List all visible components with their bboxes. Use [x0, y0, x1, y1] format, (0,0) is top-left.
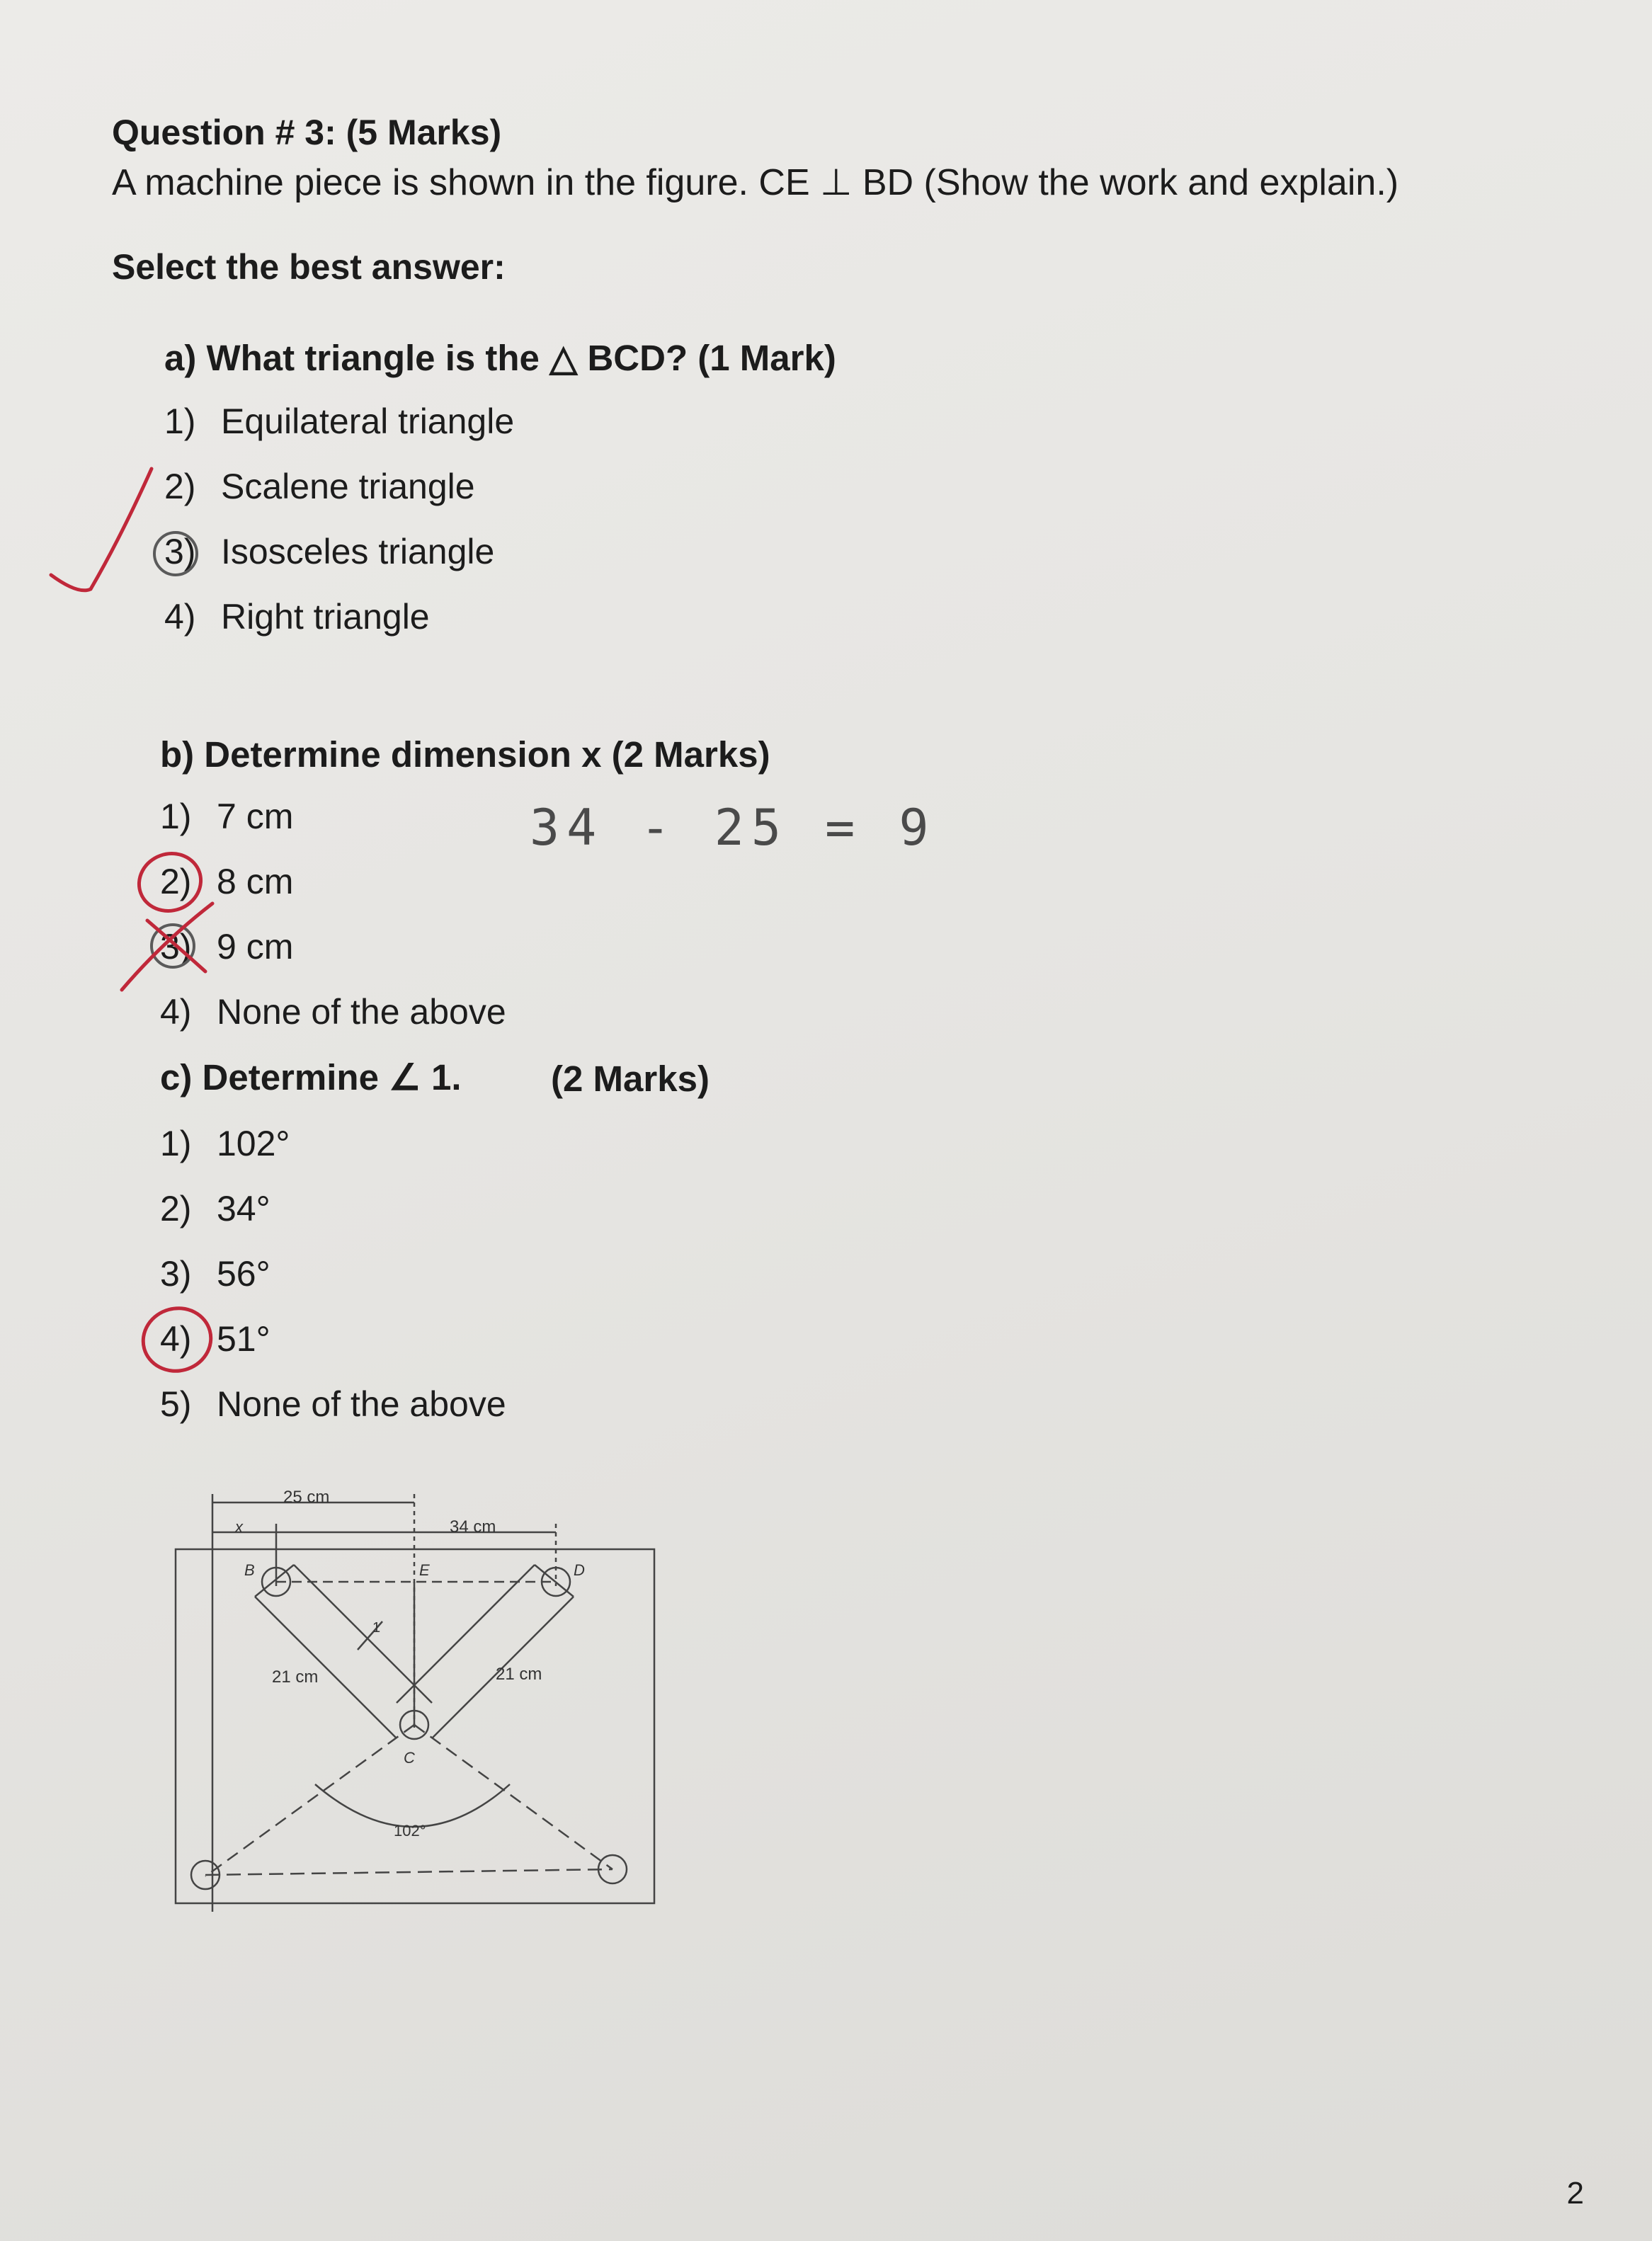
label-c: C: [404, 1749, 415, 1767]
dim-x: x: [235, 1518, 243, 1536]
label-e: E: [419, 1561, 430, 1579]
option-number: 2): [160, 862, 192, 901]
label-b: B: [244, 1561, 255, 1579]
option-number: 1): [160, 1124, 192, 1163]
side-left: 21 cm: [272, 1667, 319, 1687]
option-text: Equilateral triangle: [221, 401, 515, 441]
circle-mark-icon: [154, 532, 197, 575]
label-angle-1: 1: [372, 1620, 381, 1636]
option-text: 7 cm: [217, 797, 294, 836]
option-text: 9 cm: [217, 927, 294, 966]
option-number: 3): [160, 1254, 192, 1294]
label-d: D: [574, 1561, 585, 1579]
option-text: 51°: [217, 1319, 270, 1359]
option-text: Right triangle: [221, 597, 430, 637]
part-c-prompt: c) Determine ∠ 1.: [160, 1057, 462, 1097]
question-title: Question # 3: (5 Marks): [112, 113, 502, 152]
option-number: 1): [164, 401, 196, 441]
option-text: 56°: [217, 1254, 270, 1294]
angle-label: 102°: [394, 1822, 426, 1840]
handwritten-work: 34 - 25 = 9: [530, 799, 936, 857]
side-right: 21 cm: [496, 1665, 542, 1684]
option-text: 102°: [217, 1124, 290, 1163]
checkmark-icon: [51, 469, 152, 591]
option-number: 4): [164, 597, 196, 637]
option-text: Scalene triangle: [221, 467, 475, 506]
option-number: 2): [160, 1189, 192, 1228]
part-c-marks: (2 Marks): [551, 1059, 710, 1099]
option-number: 1): [160, 797, 192, 836]
option-number: 5): [160, 1384, 192, 1424]
machine-piece-figure: [170, 1487, 666, 1912]
option-text: 8 cm: [217, 862, 294, 901]
angle-arc: [315, 1784, 510, 1827]
part-a-prompt: a) What triangle is the △ BCD? (1 Mark): [164, 338, 836, 378]
circle-mark-icon: [136, 1301, 218, 1379]
option-text: None of the above: [217, 1384, 506, 1424]
circle-mark-icon: [131, 845, 209, 919]
option-number: 4): [160, 992, 192, 1032]
part-b-prompt: b) Determine dimension x (2 Marks): [160, 734, 770, 775]
instruction: Select the best answer:: [112, 247, 506, 287]
option-number: 4): [160, 1319, 192, 1359]
dim-34: 34 cm: [450, 1517, 496, 1536]
dim-25: 25 cm: [283, 1488, 330, 1507]
cross-mark-icon: [122, 903, 212, 990]
option-number: 3): [160, 927, 192, 966]
option-number: 2): [164, 467, 196, 506]
page-number: 2: [1566, 2176, 1584, 2211]
question-description: A machine piece is shown in the figure. CE ⊥ BD (Show the work and explain.): [112, 162, 1399, 203]
option-number: 3): [164, 532, 196, 571]
option-text: Isosceles triangle: [221, 532, 495, 571]
option-text: 34°: [217, 1189, 270, 1228]
option-text: None of the above: [217, 992, 506, 1032]
